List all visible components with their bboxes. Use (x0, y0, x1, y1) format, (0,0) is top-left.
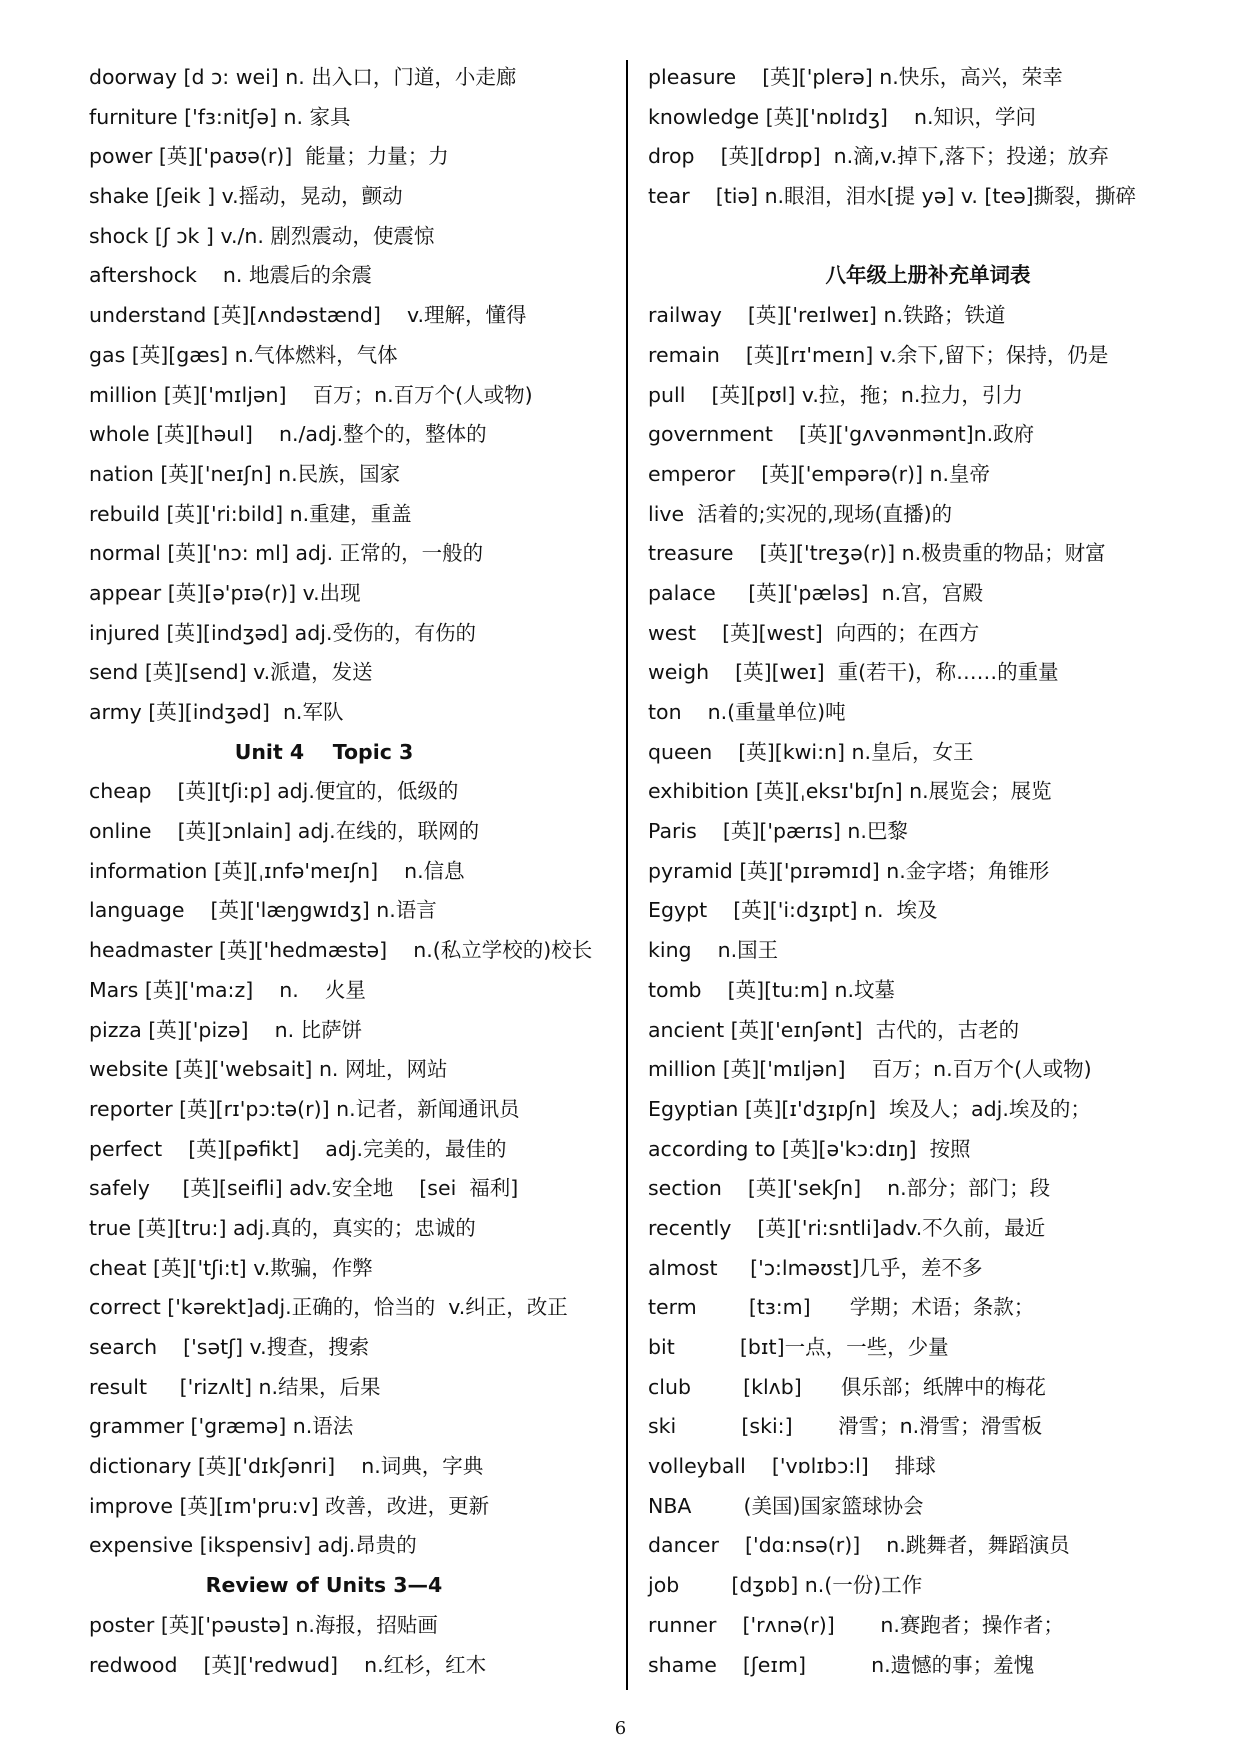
vocab-entry: tear [tiə] n.眼泪，泪水[提 yə] v. [teə]撕裂，撕碎 (648, 184, 1137, 209)
vocab-entry: understand [英][ʌndəstænd] v.理解，懂得 (89, 303, 527, 328)
vocab-entry: appear [英][ə'pɪə(r)] v.出现 (89, 580, 361, 605)
page-number: 6 (614, 1718, 627, 1739)
vocab-entry: railway [英]['reɪlweɪ] n.铁路；铁道 (648, 303, 1006, 328)
vocab-entry: normal [英]['nɔ: ml] adj. 正常的，一般的 (89, 541, 484, 566)
vocab-entry: Mars [英]['ma:z] n. 火星 (89, 977, 366, 1002)
vocab-entry: shame [ʃeɪm] n.遗憾的事；羞愧 (648, 1652, 1035, 1677)
vocab-entry: safely [英][seifli] adv.安全地 [sei 福利] (89, 1176, 519, 1201)
vocab-entry: whole [英][həul] n./adj.整个的，整体的 (89, 422, 487, 447)
vocab-entry: tomb [英][tu:m] n.坟墓 (648, 977, 896, 1002)
vocab-entry: job [dʒɒb] n.(一份)工作 (648, 1573, 923, 1598)
vocab-entry: correct ['kərekt]adj.正确的，恰当的 v.纠正，改正 (89, 1295, 568, 1320)
vocab-entry: knowledge [英]['nɒlɪdʒ] n.知识，学问 (648, 104, 1037, 129)
vocab-entry: pyramid [英]['pɪrəmɪd] n.金字塔；角锥形 (648, 858, 1050, 883)
vocab-entry: search ['sətʃ] v.搜查，搜索 (89, 1335, 370, 1359)
vocab-entry: million [英]['mɪljən] 百万；n.百万个(人或物) (648, 1057, 1092, 1082)
vocab-entry: according to [英][ə'kɔ:dɪŋ] 按照 (648, 1136, 971, 1161)
vocab-entry: perfect [英][pəfikt] adj.完美的，最佳的 (89, 1136, 507, 1161)
vocab-entry: redwood [英]['redwud] n.红杉，红木 (89, 1652, 487, 1677)
vocab-entry: section [英]['sekʃn] n.部分；部门；段 (648, 1176, 1051, 1201)
vocab-entry: result ['rizʌlt] n.结果，后果 (89, 1374, 381, 1399)
vocab-entry: gas [英][gæs] n.气体燃料，气体 (89, 342, 398, 367)
vocab-entry: send [英][send] v.派遣，发送 (89, 660, 373, 685)
left-column (89, 58, 609, 1685)
vocab-entry: expensive [ikspensiv] adj.昂贵的 (89, 1533, 417, 1558)
vocab-entry: drop [英][drɒp] n.滴,v.掉下,落下；投递；放弃 (648, 144, 1109, 169)
vocab-entry: doorway [d ɔ: wei] n. 出入口，门道，小走廊 (89, 65, 517, 89)
vocab-entry: live 活着的;实况的,现场(直播)的 (648, 501, 953, 526)
vocab-entry: cheap [英][tʃi:p] adj.便宜的，低级的 (89, 779, 459, 804)
vocab-entry: NBA (美国)国家篮球协会 (648, 1493, 924, 1518)
vocab-entry: remain [英][rɪ'meɪn] v.余下,留下；保持，仍是 (648, 342, 1109, 367)
vocab-entry: dictionary [英]['dɪkʃənri] n.词典，字典 (89, 1454, 484, 1479)
vocab-entry: king n.国王 (648, 938, 779, 963)
vocab-entry: almost ['ɔ:lməʊst]几乎，差不多 (648, 1255, 983, 1280)
vocab-entry: pull [英][pʊl] v.拉，拖；n.拉力，引力 (648, 382, 1023, 407)
vocab-entry: Paris [英]['pærɪs] n.巴黎 (648, 819, 908, 844)
vocab-entry: shake [ʃeik ] v.摇动，晃动，颤动 (89, 184, 403, 209)
vocab-entry: term [tɜ:m] 学期；术语；条款； (648, 1295, 1035, 1320)
vocab-entry: improve [英][ɪm'pru:v] 改善，改进，更新 (89, 1493, 490, 1518)
vocab-entry: government [英]['gʌvənmənt]n.政府 (648, 422, 1035, 447)
section-heading: Unit 4 Topic 3 (234, 739, 414, 764)
vocab-entry: palace [英]['pæləs] n.宫，宫殿 (648, 580, 984, 605)
vocab-entry: rebuild [英]['ri:bild] n.重建，重盖 (89, 501, 412, 526)
right-column (648, 58, 1208, 1685)
vocab-entry: dancer ['dɑ:nsə(r)] n.跳舞者，舞蹈演员 (648, 1533, 1070, 1558)
vocab-entry: army [英][indʒəd] n.军队 (89, 700, 344, 724)
vocab-entry: runner ['rʌnə(r)] n.赛跑者；操作者； (648, 1612, 1064, 1637)
vocab-entry: club [klʌb] 俱乐部；纸牌中的梅花 (648, 1374, 1046, 1399)
vocab-entry: exhibition [英][ˌeksɪ'bɪʃn] n.展览会；展览 (648, 779, 1052, 804)
vocab-entry: online [英][ɔnlain] adj.在线的，联网的 (89, 819, 480, 844)
vocab-entry: true [英][tru:] adj.真的，真实的；忠诚的 (89, 1215, 476, 1240)
vocab-entry: west [英][west] 向西的；在西方 (648, 620, 980, 645)
vocab-entry: emperor [英]['empərə(r)] n.皇帝 (648, 461, 991, 486)
vocab-entry: Egypt [英]['i:dʒɪpt] n. 埃及 (648, 898, 938, 923)
vocab-entry: aftershock n. 地震后的余震 (89, 263, 372, 288)
vocab-entry: information [英][ˌɪnfə'meɪʃn] n.信息 (89, 858, 465, 883)
vocab-entry: reporter [英][rɪ'pɔ:tə(r)] n.记者，新闻通讯员 (89, 1096, 520, 1121)
vocab-entry: queen [英][kwi:n] n.皇后，女王 (648, 739, 974, 764)
blank-line (648, 217, 1208, 257)
vocab-entry: pleasure [英]['plerə] n.快乐，高兴，荣幸 (648, 65, 1063, 89)
vocab-entry: power [英]['paʊə(r)] 能量；力量；力 (89, 144, 449, 169)
column-divider (626, 60, 628, 1690)
vocab-entry: cheat [英]['tʃi:t] v.欺骗，作弊 (89, 1255, 373, 1280)
vocab-entry: poster [英]['pəustə] n.海报，招贴画 (89, 1612, 438, 1637)
section-heading: 八年级上册补充单词表 (825, 263, 1031, 288)
vocab-entry: Egyptian [英][ɪ'dʒɪpʃn] 埃及人；adj.埃及的； (648, 1096, 1091, 1121)
vocab-entry: ski [ski:] 滑雪；n.滑雪；滑雪板 (648, 1414, 1043, 1439)
vocab-entry: weigh [英][weɪ] 重(若干)，称……的重量 (648, 660, 1059, 685)
vocab-entry: recently [英]['ri:sntli]adv.不久前，最近 (648, 1215, 1046, 1240)
vocab-entry: injured [英][indʒəd] adj.受伤的，有伤的 (89, 620, 476, 645)
vocab-entry: bit [bɪt]一点，一些，少量 (648, 1335, 949, 1359)
vocab-entry: furniture ['fɜ:nitʃə] n. 家具 (89, 104, 351, 129)
vocab-entry: ancient [英]['eɪnʃənt] 古代的，古老的 (648, 1017, 1020, 1042)
vocab-entry: million [英]['mɪljən] 百万；n.百万个(人或物) (89, 382, 533, 407)
vocab-entry: language [英]['læŋgwɪdʒ] n.语言 (89, 898, 437, 923)
vocab-entry: volleyball ['vɒlɪbɔ:l] 排球 (648, 1454, 936, 1479)
vocab-entry: pizza [英]['pizə] n. 比萨饼 (89, 1017, 363, 1042)
vocab-entry: shock [ʃ ɔk ] v./n. 剧烈震动，使震惊 (89, 223, 435, 248)
vocab-entry: ton n.(重量单位)吨 (648, 700, 846, 724)
vocab-entry: nation [英]['neɪʃn] n.民族，国家 (89, 461, 401, 486)
vocab-entry: grammer ['græmə] n.语法 (89, 1414, 354, 1439)
vocab-entry: treasure [英]['treʒə(r)] n.极贵重的物品；财富 (648, 541, 1106, 566)
vocab-entry: headmaster [英]['hedmæstə] n.(私立学校的)校长 (89, 938, 593, 963)
vocab-entry: website [英]['websait] n. 网址，网站 (89, 1057, 448, 1082)
section-heading: Review of Units 3—4 (205, 1573, 443, 1598)
